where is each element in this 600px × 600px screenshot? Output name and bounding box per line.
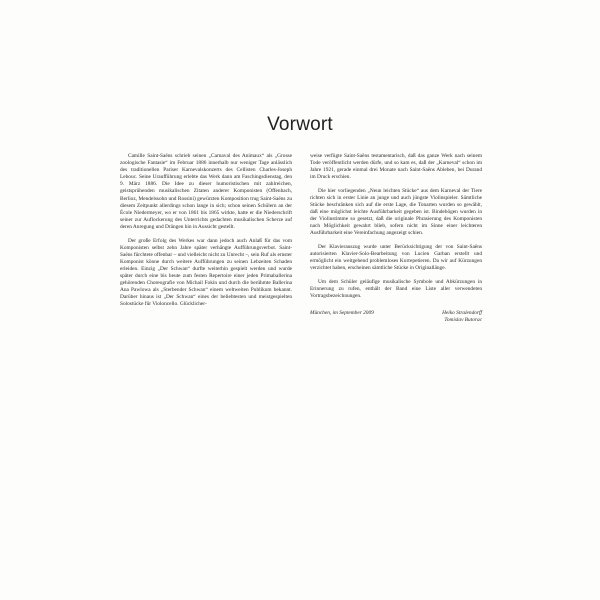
signature-author-2: Tomislav Butorac — [444, 317, 482, 324]
signature-block — [310, 310, 482, 324]
signature-place-date: München, im September 2009 — [310, 310, 374, 317]
page-title: Vorwort — [267, 113, 333, 135]
left-text-column — [120, 153, 292, 315]
paragraph: Der Klavierauszug wurde unter Berücksichtigung der von Saint-Saëns autorisierten Klavier-Solo-Bearbeitung von Lucien Garban erstellt und ermöglicht ein weitgehend problemloses Korrepetieren. Da wir auf Kürzungen verzichtet haben, erscheinen sämtliche Stücke in Originallänge. — [310, 244, 482, 272]
signature-author-1: Heiko Stralendorff — [442, 310, 482, 317]
signature-authors — [442, 310, 482, 324]
paragraph: weise verfügte Saint-Saëns testamentarisch, daß das ganze Werk nach seinem Tode veröffentlicht werden dürfe, und so kam es, daß der „Karneval“ schon im Jahre 1921, gerade einmal drei Monate nach Saint-Saëns Ableben, bei Durand im Druck erschien. — [310, 153, 482, 181]
paragraph: Der große Erfolg des Werkes war dann jedoch auch Anlaß für das vom Komponisten selbst zehn Jahre später verhängte Aufführungsverbot. Saint-Saëns fürchtete offenbar – und vielleicht nicht zu Unrecht –, sein Ruf als ernster Komponist könne durch weitere Aufführungen zu seinen Lebzeiten Schaden erleiden. Einzig „Der Schwan“ durfte weiterhin gespielt werden und wurde später durch eine bis heute zum festen Repertoire einer jeden Primaballerina gehörenden Choreografie von Michail Fokin und durch die berühmte Ballerina Ana Pawlowa als „Sterbender Schwan“ einem weltweiten Publikum bekannt. Darüber hinaus ist „Der Schwan“ eines der beliebtesten und meistgespielten Solostücke für Violoncello. Glücklicher- — [120, 237, 292, 308]
right-text-column — [310, 153, 482, 324]
paragraph: Die hier vorliegenden „Neun leichten Stücke“ aus dem Karneval der Tiere richten sich in erster Linie an junge und auch jüngste Violinspieler. Sämtliche Stücke beschränken sich auf die erste Lage, die Tonarten wurden so gewählt, daß eine möglichst leichte Ausführbarkeit gegeben ist. Bindebögen wurden in der Violinstimme so gesetzt, daß die originale Phrasierung des Komponisten nach Möglichkeit gewahrt blieb, sofern nicht im Sinne einer leichteren Ausführbarkeit eine Vereinfachung angezeigt schien. — [310, 187, 482, 237]
paragraph: Um dem Schüler geläufige musikalische Symbole und Abkürzungen in Erinnerung zu rufen, enthält der Band eine Liste aller verwendeten Vortragsbezeichnungen. — [310, 278, 482, 300]
paragraph: Camille Saint-Saëns schrieb seinen „Carnaval des Animaux“ als „Grosse zoologische Fantasie“ im Februar 1886 innerhalb nur weniger Tage anlässlich des traditionellen Pariser Karnevalskonzerts des Cellisten Charles-Joseph Lebouc. Seine Uraufführung erlebte das Werk dann am Faschingsdienstag, den 9. März 1886. Die Idee zu dieser humoristischen mit zahlreichen, geistsprühenden musikalischen Zitaten anderer Komponisten (Offenbach, Berlioz, Mendelssohn und Rossini) gewürzten Komposition trug Saint-Saëns zu diesem Zeitpunkt allerdings schon lange in sich; schon seinen Schülern an der École Niedermeyer, wo er von 1861 bis 1865 wirkte, hatte er die Niederschrift seiner zur Auflockerung des Unterrichts gedachten musikalischen Scherze auf deren Anregung und Drängen hin in Aussicht gestellt. — [120, 153, 292, 230]
